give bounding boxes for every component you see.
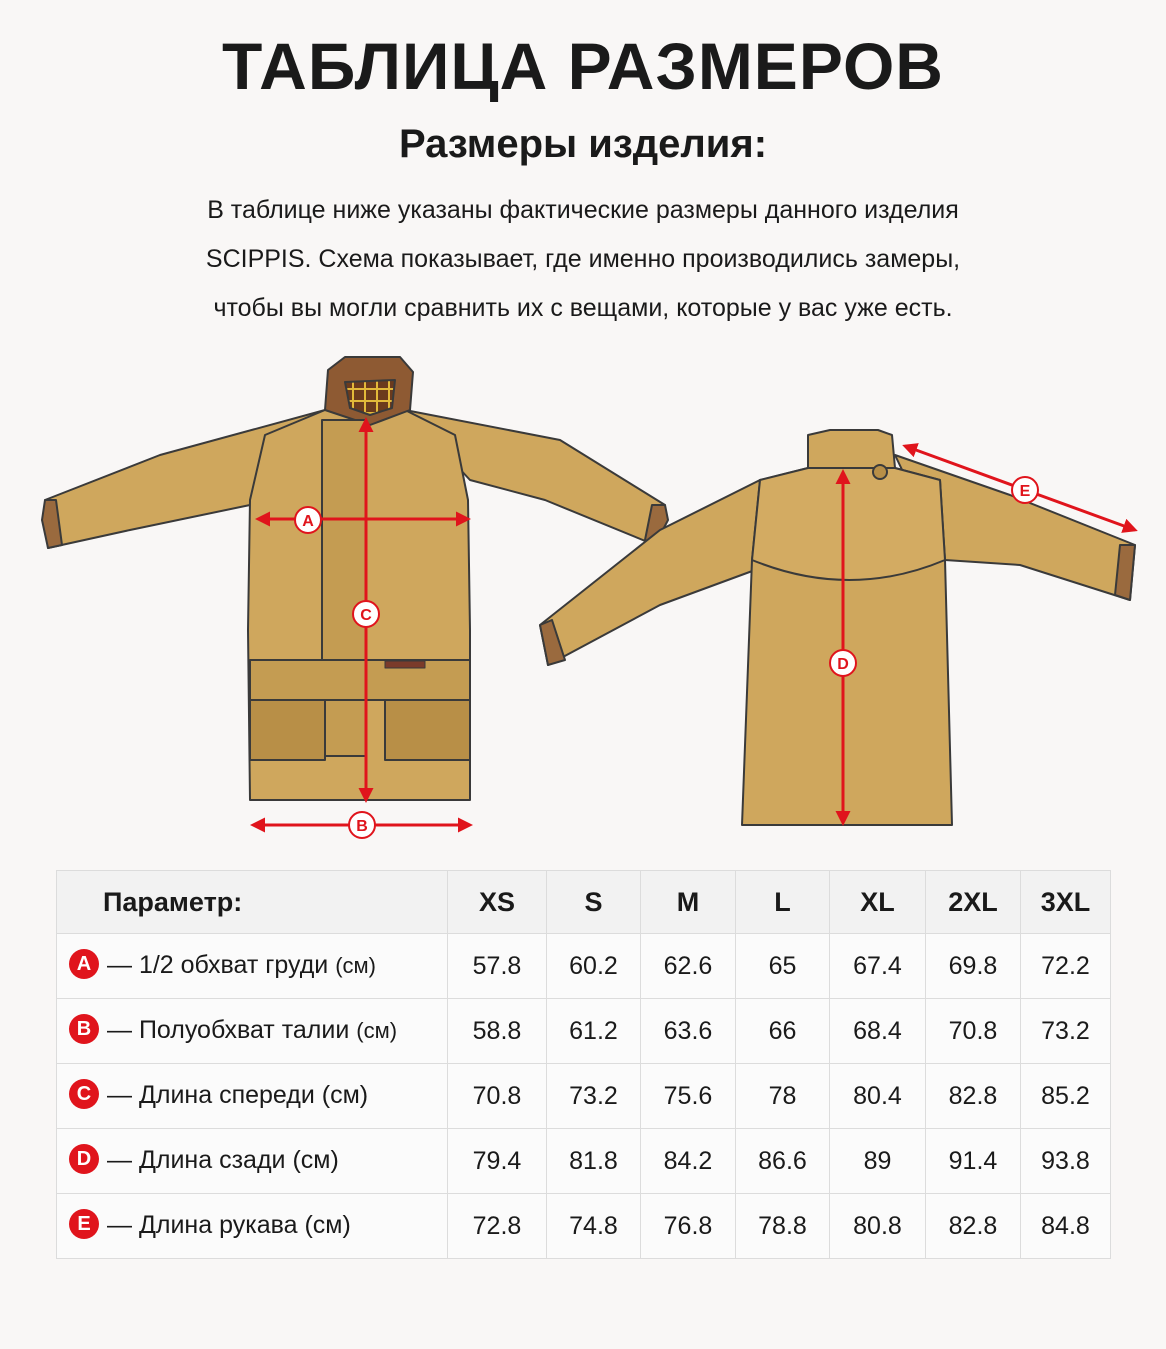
param-unit: (см)	[335, 952, 376, 978]
value-cell: 62.6	[641, 934, 736, 999]
value-cell: 73.2	[547, 1064, 641, 1129]
value-cell: 76.8	[641, 1194, 736, 1259]
value-cell: 84.2	[641, 1129, 736, 1194]
param-label: — 1/2 обхват груди	[107, 950, 329, 979]
param-label: — Полуобхват талии	[107, 1015, 350, 1044]
label-d: D	[837, 656, 849, 673]
table-row	[57, 934, 1111, 999]
param-cell	[57, 934, 448, 999]
value-cell: 75.6	[641, 1064, 736, 1129]
letter-badge: E	[69, 1209, 99, 1239]
value-cell: 84.8	[1021, 1194, 1111, 1259]
label-a: A	[302, 513, 314, 530]
value-cell: 72.8	[448, 1194, 547, 1259]
description-line: В таблице ниже указаны фактические размеры данного изделия	[207, 196, 959, 224]
value-cell: 70.8	[926, 999, 1021, 1064]
value-cell: 82.8	[926, 1064, 1021, 1129]
front-pocket-right	[385, 700, 470, 760]
table-header-row	[57, 871, 1111, 934]
value-cell: 78.8	[736, 1194, 830, 1259]
value-cell: 85.2	[1021, 1064, 1111, 1129]
value-cell: 91.4	[926, 1129, 1021, 1194]
value-cell: 74.8	[547, 1194, 641, 1259]
jacket-front	[42, 357, 668, 800]
table-row	[57, 1064, 1111, 1129]
letter-badge: D	[69, 1144, 99, 1174]
front-label-tab	[385, 661, 425, 668]
value-cell: 79.4	[448, 1129, 547, 1194]
label-b: B	[356, 818, 368, 835]
param-cell	[57, 999, 448, 1064]
value-cell: 68.4	[830, 999, 926, 1064]
header-size: L	[736, 871, 830, 934]
header-size: M	[641, 871, 736, 934]
label-c: C	[360, 607, 372, 624]
page-subtitle: Размеры изделия:	[398, 122, 768, 166]
letter-badge: C	[69, 1079, 99, 1109]
value-cell: 61.2	[547, 999, 641, 1064]
jacket-measurement-diagram	[0, 340, 1166, 850]
value-cell: 86.6	[736, 1129, 830, 1194]
label-e: E	[1019, 483, 1031, 500]
param-label: — Длина сзади	[107, 1145, 286, 1174]
value-cell: 66	[736, 999, 830, 1064]
value-cell: 67.4	[830, 934, 926, 999]
page-title: ТАБЛИЦА РАЗМЕРОВ	[222, 29, 944, 103]
value-cell: 58.8	[448, 999, 547, 1064]
value-cell: 80.8	[830, 1194, 926, 1259]
table-row	[57, 1194, 1111, 1259]
description-line: SCIPPIS. Схема показывает, где именно производились замеры,	[205, 245, 961, 273]
value-cell: 69.8	[926, 934, 1021, 999]
back-yoke	[752, 468, 945, 580]
value-cell: 78	[736, 1064, 830, 1129]
param-unit: (см)	[304, 1210, 351, 1239]
header-size: S	[547, 871, 641, 934]
value-cell: 63.6	[641, 999, 736, 1064]
value-cell: 82.8	[926, 1194, 1021, 1259]
header-size: 2XL	[926, 871, 1021, 934]
param-cell	[57, 1194, 448, 1259]
table-row	[57, 1129, 1111, 1194]
back-collar	[808, 430, 895, 468]
value-cell: 89	[830, 1129, 926, 1194]
param-cell	[57, 1064, 448, 1129]
param-cell	[57, 1129, 448, 1194]
param-label: — Длина спереди	[107, 1080, 315, 1109]
front-placket	[322, 420, 366, 756]
value-cell: 65	[736, 934, 830, 999]
param-unit: (см)	[356, 1017, 398, 1043]
letter-badge: B	[69, 1014, 99, 1044]
letter-badge: A	[69, 949, 99, 979]
header-size: XS	[448, 871, 547, 934]
value-cell: 60.2	[547, 934, 641, 999]
table-row	[57, 999, 1111, 1064]
front-pocket-band	[250, 660, 470, 700]
front-pocket-left	[250, 700, 325, 760]
value-cell: 81.8	[547, 1129, 641, 1194]
param-unit: (см)	[321, 1080, 369, 1109]
back-collar-button	[873, 465, 887, 479]
param-label: — Длина рукава	[107, 1210, 298, 1239]
value-cell: 70.8	[448, 1064, 547, 1129]
value-cell: 73.2	[1021, 999, 1111, 1064]
description	[150, 186, 1016, 333]
value-cell: 72.2	[1021, 934, 1111, 999]
value-cell: 80.4	[830, 1064, 926, 1129]
size-table	[56, 870, 1111, 1259]
header-size: 3XL	[1021, 871, 1111, 934]
value-cell: 57.8	[448, 934, 547, 999]
header-param: Параметр:	[57, 871, 448, 934]
description-line: чтобы вы могли сравнить их с вещами, которые у вас уже есть.	[213, 294, 953, 322]
value-cell: 93.8	[1021, 1129, 1111, 1194]
param-unit: (см)	[292, 1145, 339, 1174]
header-size: XL	[830, 871, 926, 934]
front-collar-lining	[345, 380, 395, 415]
